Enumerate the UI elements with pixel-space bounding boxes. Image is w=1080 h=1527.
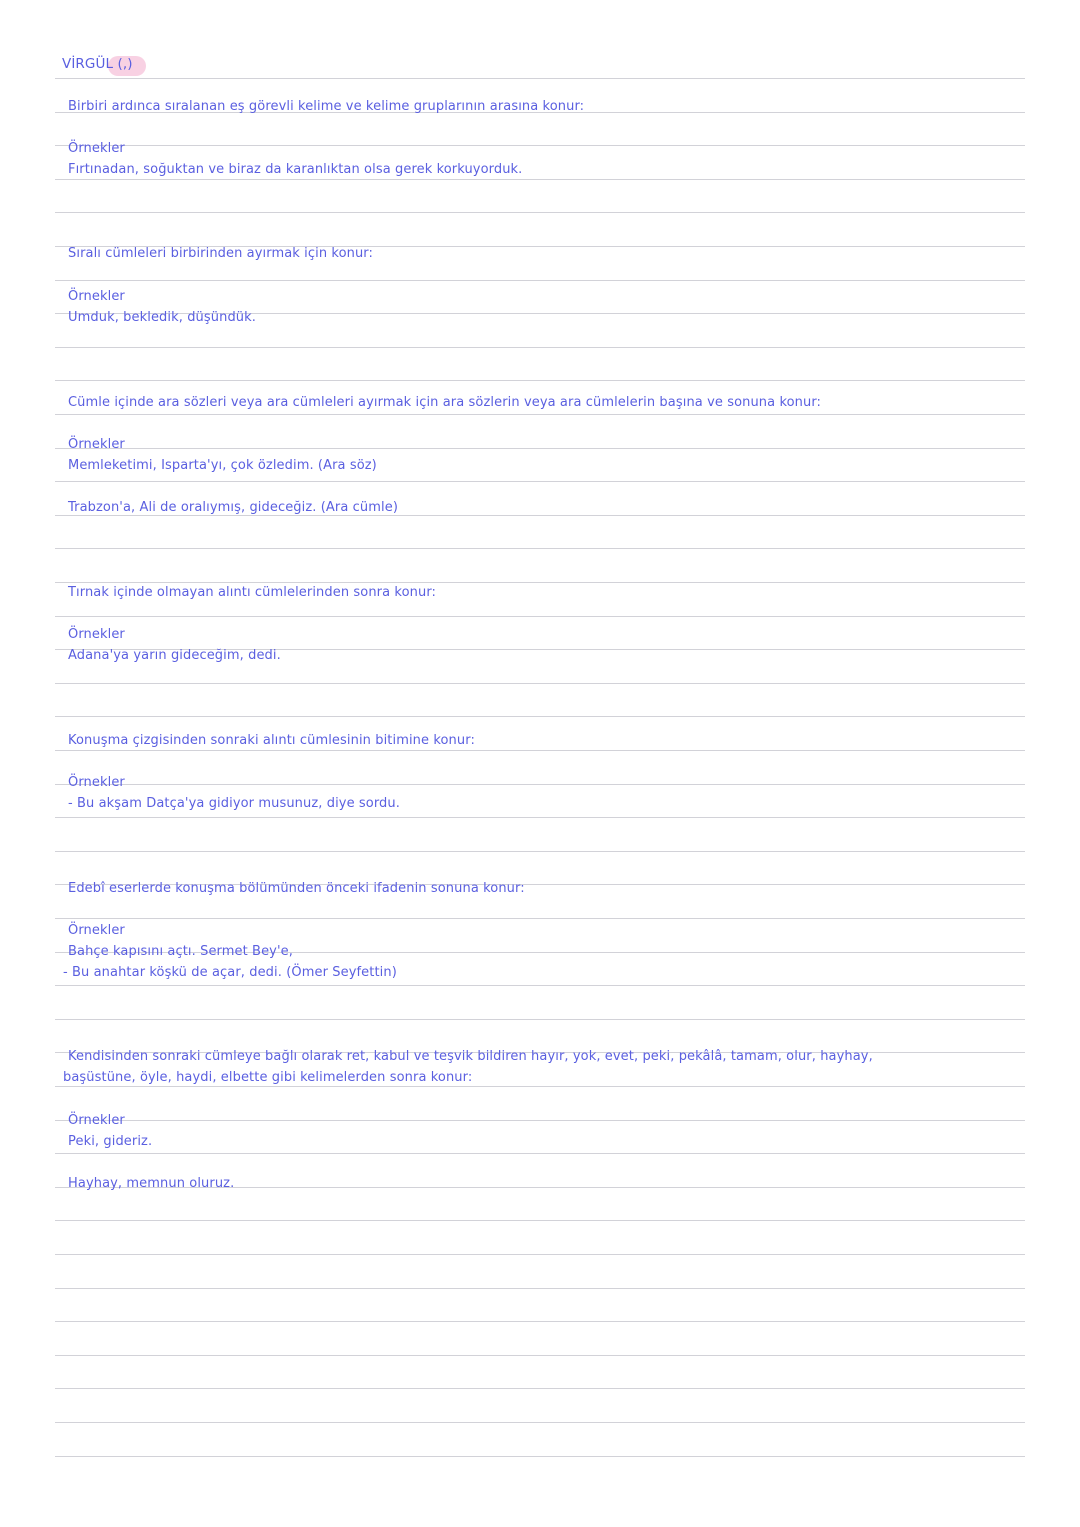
ruling-line — [55, 1254, 1025, 1255]
ruling-line — [55, 448, 1025, 449]
ruling-line — [55, 1388, 1025, 1389]
example-text: Adana'ya yarın gideceğim, dedi. — [68, 648, 281, 663]
ruling-line — [55, 481, 1025, 482]
ruling-line — [55, 1288, 1025, 1289]
rule-text: Edebî eserlerde konuşma bölümünden önceki ifadenin sonuna konur: — [68, 881, 525, 896]
examples-label: Örnekler — [68, 923, 125, 938]
ruling-line — [55, 616, 1025, 617]
ruling-line — [55, 750, 1025, 751]
ruling-line — [55, 1120, 1025, 1121]
examples-label: Örnekler — [68, 1113, 125, 1128]
ruling-line — [55, 1456, 1025, 1457]
ruling-line — [55, 145, 1025, 146]
ruling-line — [55, 347, 1025, 348]
ruling-line — [55, 1321, 1025, 1322]
rule-text: Sıralı cümleleri birbirinden ayırmak için konur: — [68, 246, 373, 261]
page-title: VİRGÜL (,) — [62, 56, 133, 72]
ruling-line — [55, 683, 1025, 684]
rule-text: Kendisinden sonraki cümleye bağlı olarak ret, kabul ve teşvik bildiren hayır, yok, evet, peki, pekâlâ, tamam, olur, hayhay, — [68, 1049, 873, 1064]
example-text: Memleketimi, Isparta'yı, çok özledim. (Ara söz) — [68, 458, 377, 473]
examples-label: Örnekler — [68, 627, 125, 642]
ruling-line — [55, 851, 1025, 852]
rule-text: Birbiri ardınca sıralanan eş görevli kelime ve kelime gruplarının arasına konur: — [68, 99, 585, 114]
example-text: Hayhay, memnun oluruz. — [68, 1176, 235, 1191]
examples-label: Örnekler — [68, 289, 125, 304]
ruling-line — [55, 716, 1025, 717]
rule-text: Tırnak içinde olmayan alıntı cümlelerinden sonra konur: — [68, 585, 437, 600]
example-text: - Bu akşam Datça'ya gidiyor musunuz, diye sordu. — [68, 796, 400, 811]
ruling-line — [55, 1086, 1025, 1087]
rule-text: Konuşma çizgisinden sonraki alıntı cümlesinin bitimine konur: — [68, 733, 475, 748]
example-text: - Bu anahtar köşkü de açar, dedi. (Ömer Seyfettin) — [63, 965, 397, 980]
ruling-line — [55, 918, 1025, 919]
ruling-line — [55, 817, 1025, 818]
example-text: Peki, gideriz. — [68, 1134, 153, 1149]
ruling-line — [55, 414, 1025, 415]
ruling-line — [55, 784, 1025, 785]
examples-label: Örnekler — [68, 775, 125, 790]
ruling-line — [55, 1355, 1025, 1356]
ruling-line — [55, 548, 1025, 549]
ruling-line — [55, 1422, 1025, 1423]
ruling-line — [55, 212, 1025, 213]
ruling-line — [55, 78, 1025, 79]
example-text: Umduk, bekledik, düşündük. — [68, 310, 257, 325]
rule-text-continued: başüstüne, öyle, haydi, elbette gibi kelimelerden sonra konur: — [63, 1070, 473, 1085]
ruling-line — [55, 985, 1025, 986]
ruling-line — [55, 582, 1025, 583]
rule-text: Cümle içinde ara sözleri veya ara cümleleri ayırmak için ara sözlerin veya ara cümlelerin başına ve sonuna konur: — [68, 395, 822, 410]
ruling-line — [55, 380, 1025, 381]
ruling-line — [55, 1153, 1025, 1154]
example-text: Fırtınadan, soğuktan ve biraz da karanlıktan olsa gerek korkuyorduk. — [68, 162, 523, 177]
examples-label: Örnekler — [68, 141, 125, 156]
ruling-line — [55, 280, 1025, 281]
example-text: Trabzon'a, Ali de oralıymış, gideceğiz. (Ara cümle) — [68, 500, 398, 515]
ruling-line — [55, 179, 1025, 180]
examples-label: Örnekler — [68, 437, 125, 452]
example-text: Bahçe kapısını açtı. Sermet Bey'e, — [68, 944, 293, 959]
ruling-line — [55, 1220, 1025, 1221]
ruling-line — [55, 1019, 1025, 1020]
